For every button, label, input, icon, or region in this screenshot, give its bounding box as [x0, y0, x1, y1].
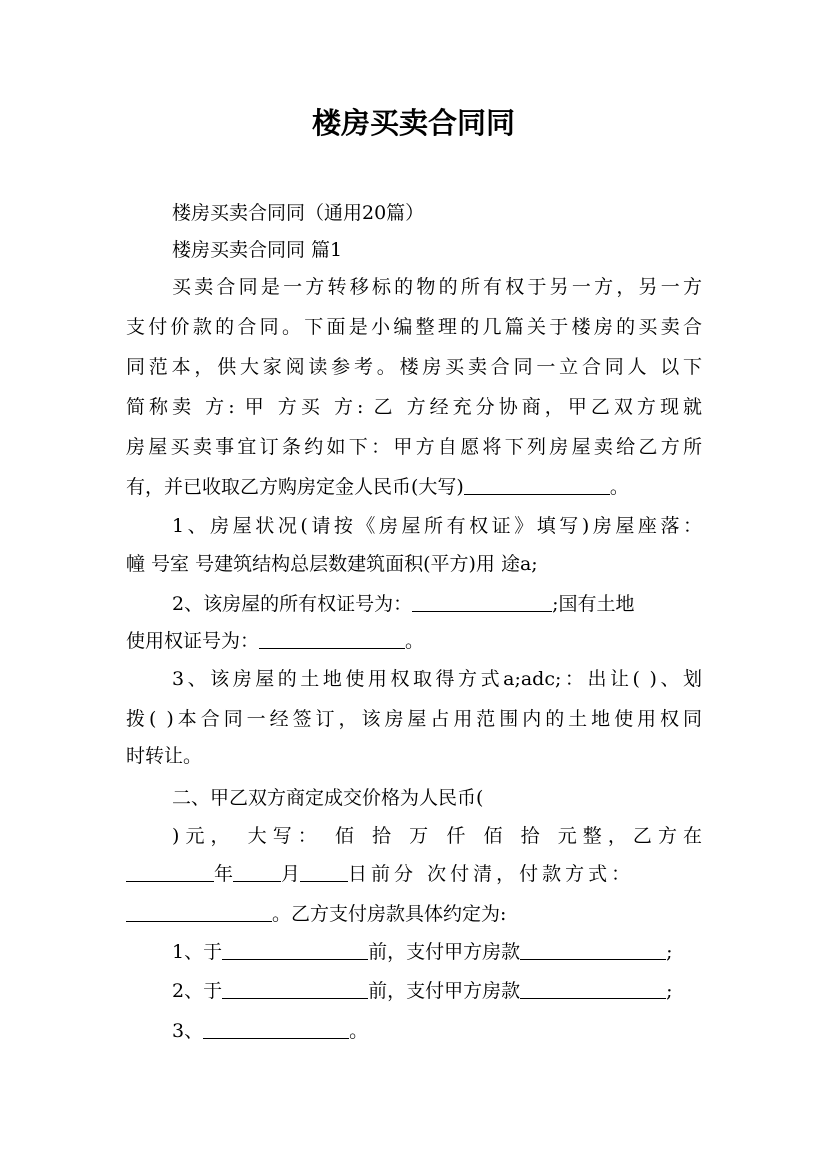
- blank-field: [126, 861, 214, 882]
- paragraph-line: 房屋买卖事宜订条约如下：甲方自愿将下列房屋卖给乙方所: [126, 436, 702, 458]
- blank-field: [520, 978, 666, 999]
- blank-field: [259, 628, 405, 649]
- line-text: 使用权证号为：: [126, 630, 260, 652]
- blank-field: [222, 939, 368, 960]
- line-text: ;: [666, 980, 673, 1002]
- line-text: ;国有土地: [552, 593, 635, 615]
- blank-field: [203, 1018, 349, 1039]
- paragraph-line: 3、该房屋的土地使用权取得方式a;adc;：出让( )、划: [172, 668, 702, 690]
- paragraph-line: [126, 627, 702, 655]
- line-text: ;: [666, 941, 673, 963]
- blank-field: [233, 861, 281, 882]
- paragraph-line: 同范本，供大家阅读参考。楼房买卖合同一立合同人 以下: [126, 356, 702, 378]
- paragraph-line: )元， 大写： 佰 拾 万 仟 佰 拾 元整，乙方在: [172, 825, 702, 847]
- blank-field: [412, 591, 552, 612]
- paragraph-line: 1、房屋状况(请按《房屋所有权证》填写)房屋座落：: [172, 515, 702, 537]
- line-text: 2、于: [172, 980, 223, 1002]
- paragraph-line: 支付价款的合同。下面是小编整理的几篇关于楼房的买卖合: [126, 316, 702, 338]
- line-text: 日前分 次付清，付款方式：: [348, 863, 635, 885]
- paragraph-line: [126, 900, 702, 928]
- blank-field: [126, 901, 272, 922]
- paragraph-line: [126, 473, 702, 501]
- blank-field: [520, 939, 666, 960]
- paragraph-line: [172, 1017, 748, 1045]
- paragraph-line: 时转让。: [126, 745, 203, 767]
- paragraph-line: 拨( )本合同一经签订，该房屋占用范围内的土地使用权同: [126, 708, 702, 730]
- paragraph-line: 幢 号室 号建筑结构总层数建筑面积(平方)用 途a;: [126, 553, 538, 575]
- line-text: 月: [281, 863, 301, 885]
- paragraph-line: [126, 860, 702, 888]
- line-text: 年: [214, 863, 234, 885]
- paragraph-line: 简称卖 方: 甲 方买 方: 乙 方经充分协商，甲乙双方现就: [126, 396, 702, 418]
- blank-field: [222, 978, 368, 999]
- document-subtitle: 楼房买卖合同同（通用20篇）: [172, 202, 425, 224]
- line-text: 。: [349, 1020, 369, 1042]
- document-title: 楼房买卖合同同: [311, 106, 515, 140]
- line-text: 。乙方支付房款具体约定为:: [272, 903, 507, 925]
- line-text: 3、: [172, 1020, 204, 1042]
- paragraph-line: [172, 977, 712, 1005]
- paragraph-line: 买卖合同是一方转移标的物的所有权于另一方，另一方: [172, 276, 702, 298]
- section-heading: 楼房买卖合同同 篇1: [172, 239, 343, 261]
- paragraph-line: [172, 590, 702, 618]
- line-text: 2、该房屋的所有权证号为：: [172, 593, 413, 615]
- paragraph-line: [172, 938, 712, 966]
- paragraph-line: 二、甲乙双方商定成交价格为人民币(: [172, 787, 484, 809]
- line-text: 前，支付甲方房款: [368, 980, 521, 1002]
- line-text: 有，并已收取乙方购房定金人民币(大写): [126, 476, 464, 498]
- blank-field: [300, 861, 348, 882]
- blank-field: [464, 474, 610, 495]
- line-text: 1、于: [172, 941, 223, 963]
- line-text: 。: [405, 630, 425, 652]
- line-text: 前，支付甲方房款: [368, 941, 521, 963]
- line-text: 。: [609, 476, 629, 498]
